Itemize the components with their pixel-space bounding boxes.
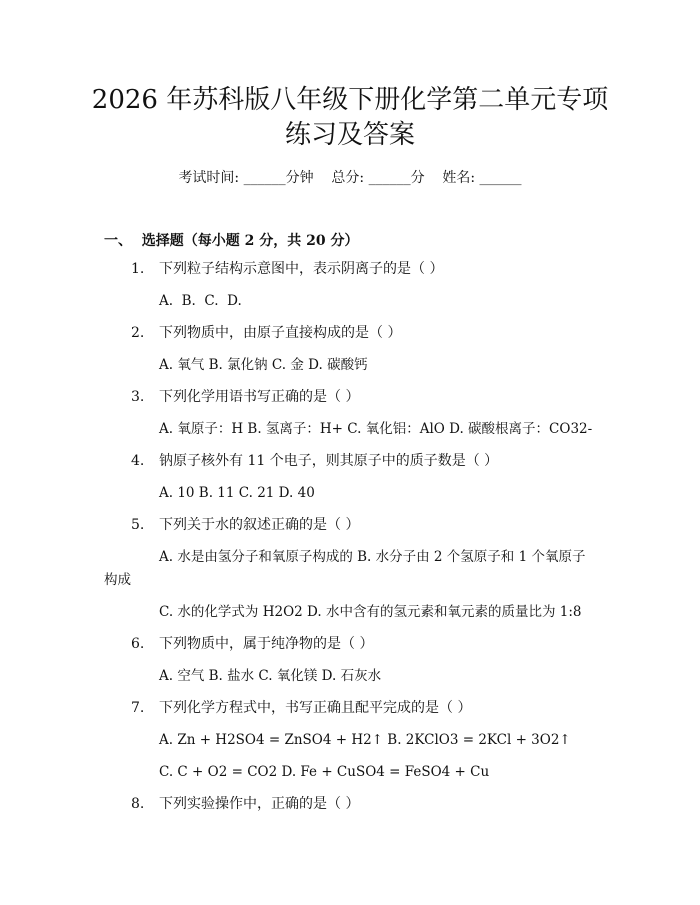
question-number: 4. [131, 453, 145, 469]
question-number: 3. [131, 389, 145, 405]
question-options: A. 氧原子：H B. 氢离子：H+ C. 氧化铝：AlO D. 碳酸根离子：CO32- [159, 421, 593, 437]
question-options: C. C + O2 = CO2 D. Fe + CuSO4 = FeSO4 + Cu [159, 764, 490, 780]
question-text: 下列化学方程式中，书写正确且配平完成的是（ ） [159, 700, 472, 716]
question-number: 7. [131, 700, 145, 716]
question-text: 下列物质中，属于纯净物的是（ ） [159, 636, 374, 652]
question-options: A. 10 B. 11 C. 21 D. 40 [159, 485, 315, 501]
question-options-wrap: 构成 [104, 572, 131, 588]
question-number: 2. [131, 325, 145, 341]
question-text: 下列粒子结构示意图中，表示阴离子的是（ ） [159, 261, 444, 277]
question-options: A. 氧气 B. 氯化钠 C. 金 D. 碳酸钙 [159, 357, 368, 373]
document-title-line-1: 2026 年苏科版八年级下册化学第二单元专项 [91, 85, 609, 115]
document-title-line-2: 练习及答案 [284, 120, 415, 150]
question-number: 6. [131, 636, 145, 652]
question-text: 下列关于水的叙述正确的是（ ） [159, 517, 360, 533]
question-number: 5. [131, 517, 145, 533]
question-text: 下列化学用语书写正确的是（ ） [159, 389, 360, 405]
question-text: 下列实验操作中，正确的是（ ） [159, 796, 360, 812]
question-options: A. Zn + H2SO4 = ZnSO4 + H2↑ B. 2KClO3 = 2KCl + 3O2↑ [159, 732, 571, 748]
question-text: 钠原子核外有 11 个电子，则其原子中的质子数是（ ） [159, 453, 499, 469]
question-options: A. 水是由氢分子和氧原子构成的 B. 水分子由 2 个氢原子和 1 个氧原子 [159, 549, 586, 565]
question-number: 1. [131, 261, 145, 277]
exam-info-line: 考试时间: ______分钟 总分: ______分 姓名: ______ [178, 170, 522, 186]
question-options: C. 水的化学式为 H2O2 D. 水中含有的氢元素和氧元素的质量比为 1:8 [159, 604, 582, 620]
section-heading: 一、 选择题（每小题 2 分，共 20 分） [104, 233, 359, 249]
question-number: 8. [131, 796, 145, 812]
question-text: 下列物质中，由原子直接构成的是（ ） [159, 325, 402, 341]
question-options: A. B. C. D. [159, 293, 242, 309]
question-options: A. 空气 B. 盐水 C. 氧化镁 D. 石灰水 [159, 668, 382, 684]
